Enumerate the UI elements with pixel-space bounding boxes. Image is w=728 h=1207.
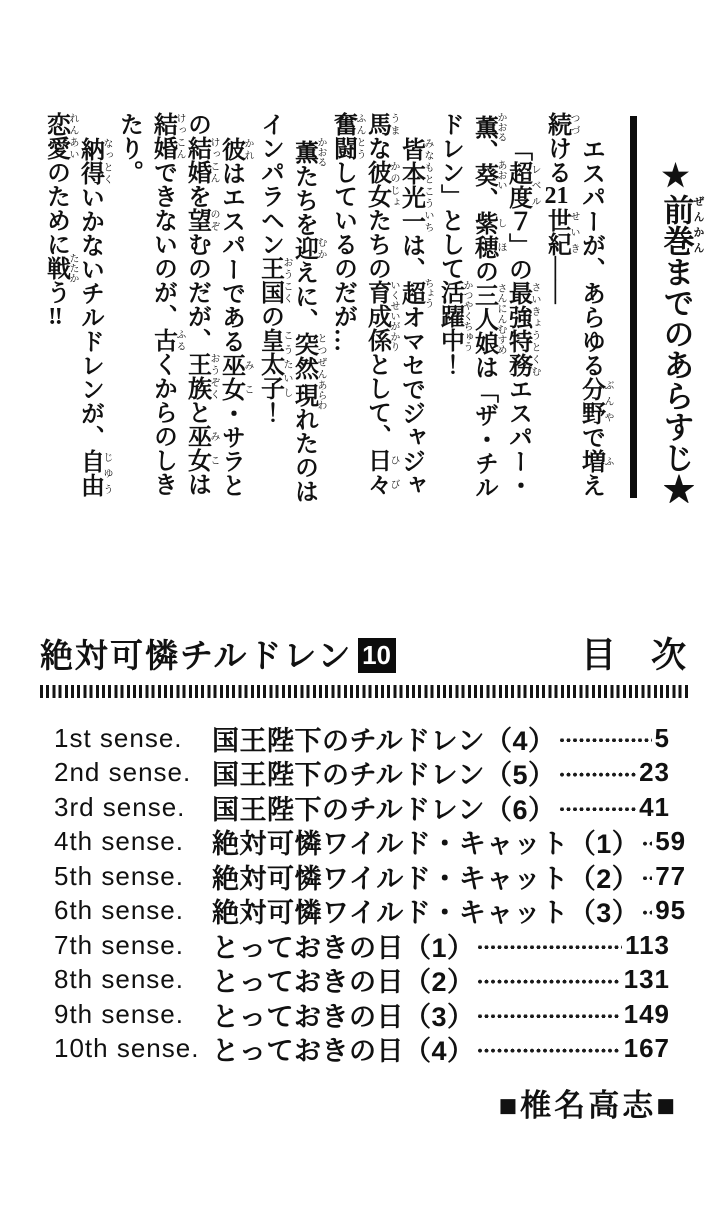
toc-entry-label: 1st sense.	[54, 722, 183, 753]
toc-entry-title: 国王陛下のチルドレン（6）	[212, 794, 556, 825]
dot-leader	[559, 790, 637, 825]
synopsis-body	[38, 112, 612, 510]
toc-entry-title: とっておきの日（3）	[212, 1001, 475, 1032]
synopsis-paragraph: 「超度レベル７」の最強特務さいきょうとくむエスパー・薫かおる、葵あおい、紫穂しほの三人娘さんにんむすめは「ザ・チルドレン」として活躍中かつやくちゅう！	[436, 112, 540, 499]
dot-leader	[477, 1032, 620, 1067]
toc-entry-label: 7th sense.	[54, 929, 184, 960]
toc-entry-label: 9th sense.	[54, 998, 184, 1029]
toc-entry-page: 149	[623, 998, 670, 1029]
toc-entry-label: 10th sense.	[54, 1033, 200, 1064]
toc-entry-page: 5	[654, 722, 670, 753]
dot-leader	[642, 859, 652, 894]
toc-list	[40, 721, 688, 1066]
synopsis-paragraph: エスパーが、あらゆる分野ぶんやで増ふえ続つづける21世紀せいき——	[543, 112, 613, 497]
toc-header	[40, 638, 688, 673]
toc-entry-title: 国王陛下のチルドレン（4）	[212, 725, 556, 756]
toc-entry-title: 絶対可憐ワイルド・キャット（1）	[212, 829, 640, 860]
toc-row	[54, 1032, 670, 1067]
dot-leader	[477, 997, 620, 1032]
synopsis-paragraph: 彼かれはエスパーである巫女みこ・サラとの結婚けっこんを望のぞむのだが、王族おうぞくと巫女みこは結婚けっこんできないのが、古ふるくからのしきたり。	[115, 112, 253, 497]
toc-entry-title: 絶対可憐ワイルド・キャット（3）	[212, 898, 640, 929]
toc-entry-page: 23	[639, 757, 670, 788]
toc-row	[54, 859, 687, 894]
dot-leader	[559, 721, 652, 756]
toc-entry-page: 41	[639, 791, 670, 822]
synopsis-divider	[630, 116, 637, 498]
toc-heading: 目 次	[580, 636, 686, 675]
toc-entry-label: 8th sense.	[54, 964, 184, 995]
toc-entry-label: 5th sense.	[54, 860, 184, 891]
toc-entry-label: 6th sense.	[54, 895, 184, 926]
toc-row	[54, 894, 687, 929]
toc-entry-label: 3rd sense.	[54, 791, 186, 822]
synopsis-section	[38, 112, 704, 510]
toc-entry-title: とっておきの日（2）	[212, 967, 475, 998]
dot-leader	[477, 928, 622, 963]
toc-row	[54, 963, 670, 998]
toc-row	[54, 721, 670, 756]
toc-entry-title: とっておきの日（1）	[212, 932, 475, 963]
toc-entry-page: 95	[655, 895, 687, 926]
author-credit: ■椎名高志■	[498, 1088, 678, 1123]
toc-row	[54, 756, 670, 791]
toc-entry-page: 77	[655, 860, 687, 891]
toc-series-title: 絶対可憐チルドレン	[40, 637, 353, 674]
toc-rule	[40, 685, 688, 698]
toc-entry-title: 国王陛下のチルドレン（5）	[212, 760, 556, 791]
toc-entry-label: 2nd sense.	[54, 757, 192, 788]
toc-entry-title: 絶対可憐ワイルド・キャット（2）	[212, 863, 640, 894]
synopsis-paragraph: 薫かおるたちを迎むかえに、突然とつぜん現あらわれたのはインパラヘン王国おうこくの皇太子こうたいし！	[256, 112, 326, 503]
toc-entry-title: とっておきの日（4）	[212, 1036, 475, 1067]
toc-entry-page: 167	[623, 1033, 670, 1064]
synopsis-title: ★前巻ぜんかんまでのあらすじ★	[658, 158, 704, 504]
toc-row	[54, 928, 670, 963]
toc-section	[40, 638, 688, 1066]
toc-row	[54, 790, 670, 825]
dot-leader	[559, 756, 637, 791]
toc-entry-page: 113	[625, 929, 670, 960]
dot-leader	[642, 894, 652, 929]
dot-leader	[642, 825, 652, 860]
dot-leader	[477, 963, 620, 998]
synopsis-paragraph: 納得なっとくいかないチルドレンが、自由じゆう恋愛れんあいのために戦たたかう‼	[42, 112, 112, 497]
toc-row	[54, 997, 670, 1032]
synopsis-paragraph: 皆本光一みなもとこういちは、超ちょうオマセでジャジャ馬うまな彼女かのじょたちの育成係いくせいがかりとして、日々ひび奮闘ふんとうしているのだが…	[329, 112, 433, 497]
toc-entry-page: 131	[623, 964, 670, 995]
volume-badge: 10	[358, 638, 396, 673]
toc-row	[54, 825, 687, 860]
toc-entry-label: 4th sense.	[54, 826, 184, 857]
toc-entry-page: 59	[655, 826, 687, 857]
